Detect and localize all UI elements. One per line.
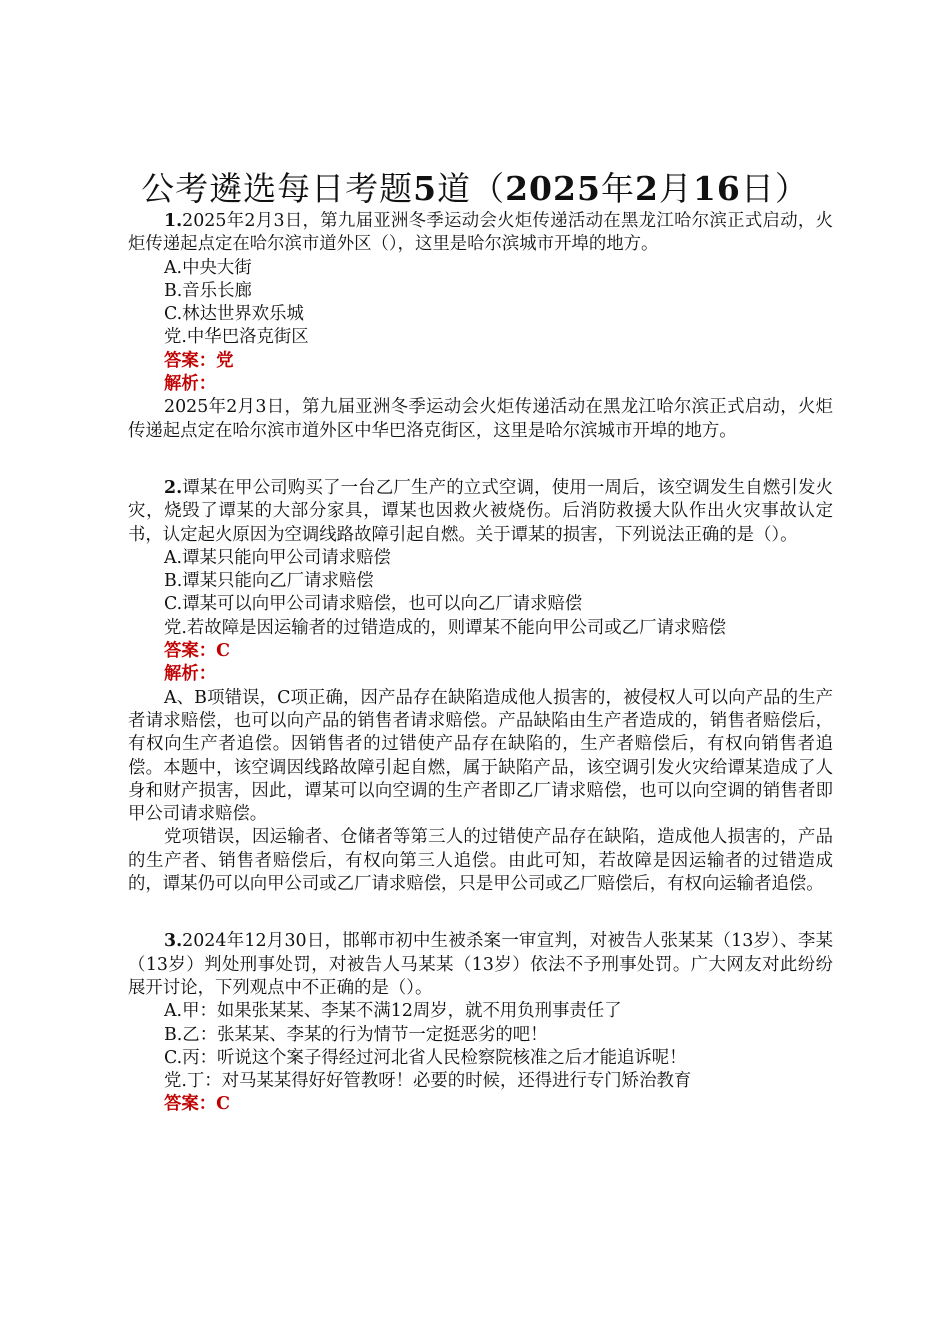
question-text: 谭某在甲公司购买了一台乙厂生产的立式空调，使用一周后，该空调发生自燃引发火灾，烧毁了谭某的大部分家具，谭某也因救火被烧伤。后消防救援大队作出火灾事故认定书，认定起火原因为空调线路故障引起自燃。关于谭某的损害，下列说法正确的是（）。	[128, 477, 833, 545]
option-c: C.丙：听说这个案子得经过河北省人民检察院核准之后才能追诉呢！	[164, 1047, 687, 1068]
option-a: A.谭某只能向甲公司请求赔偿	[164, 547, 391, 568]
analysis-paragraph: 2025年2月3日，第九届亚洲冬季运动会火炬传递活动在黑龙江哈尔滨正式启动，火炬传递起点定在哈尔滨市道外区中华巴洛克街区，这里是哈尔滨城市开埠的地方。	[128, 397, 833, 441]
title-part5: 日）	[740, 169, 809, 208]
option-c: C.林达世界欢乐城	[164, 304, 304, 325]
option-d: 党.中华巴洛克街区	[164, 327, 309, 348]
question-number: 1.	[164, 211, 183, 231]
question-number: 3.	[164, 931, 183, 952]
title-year: 2025	[505, 169, 601, 208]
title-part4: 月	[658, 169, 693, 208]
analysis-label: 解析：	[164, 664, 217, 685]
question-stem	[128, 477, 833, 547]
title-count: 5	[413, 169, 438, 208]
answer-label: 答案：C	[164, 1094, 231, 1115]
option-a: A.甲：如果张某某、李某不满12周岁，就不用负刑事责任了	[164, 1001, 622, 1022]
title-day: 16	[692, 169, 741, 208]
question-3	[128, 930, 833, 1116]
option-a: A.中央大街	[164, 257, 252, 278]
analysis-label: 解析：	[164, 374, 217, 395]
analysis-paragraph: 党项错误，因运输者、仓储者等第三人的过错使产品存在缺陷，造成他人损害的，产品的生产者、销售者赔偿后，有权向第三人追偿。由此可知，若故障是因运输者的过错造成的，谭某仍可以向甲公司或乙厂请求赔偿，只是甲公司或乙厂赔偿后，有权向运输者追偿。	[128, 827, 833, 895]
option-c: C.谭某可以向甲公司请求赔偿，也可以向乙厂请求赔偿	[164, 594, 583, 615]
option-b: B.乙：张某某、李某的行为情节一定挺恶劣的吧！	[164, 1024, 548, 1045]
question-1	[128, 210, 833, 443]
option-b: B.谭某只能向乙厂请求赔偿	[164, 571, 374, 592]
question-stem	[128, 930, 833, 1000]
answer-label: 答案：C	[164, 641, 231, 662]
analysis-paragraph: A、B项错误，C项正确，因产品存在缺陷造成他人损害的，被侵权人可以向产品的生产者请求赔偿，也可以向产品的销售者请求赔偿。产品缺陷由生产者造成的，销售者赔偿后，有权向生产者追偿。因销售者的过错使产品存在缺陷的，生产者赔偿后，有权向销售者追偿。本题中，该空调因线路故障引起自燃，属于缺陷产品，该空调引发火灾给谭某造成了人身和财产损害，因此，谭某可以向空调的生产者即乙厂请求赔偿，也可以向空调的销售者即甲公司请求赔偿。	[128, 687, 833, 825]
page-title	[0, 168, 950, 210]
question-text: 2025年2月3日，第九届亚洲冬季运动会火炬传递活动在黑龙江哈尔滨正式启动，火炬传递起点定在哈尔滨市道外区（），这里是哈尔滨城市开埠的地方。	[128, 211, 833, 255]
answer-label: 答案：党	[164, 350, 234, 371]
question-list	[128, 210, 833, 1117]
title-part1: 公考遴选每日考题	[141, 169, 414, 208]
question-number: 2.	[164, 477, 183, 498]
question-spacer	[128, 896, 833, 930]
question-text: 2024年12月30日，邯郸市初中生被杀案一审宣判，对被告人张某某（13岁）、李某（13岁）判处刑事处罚，对被告人马某某（13岁）依法不予刑事处罚。广大网友对此纷纷展开讨论，下列观点中不正确的是（）。	[128, 931, 833, 998]
question-2	[128, 477, 833, 896]
option-d: 党.丁：对马某某得好好管教呀！必要的时候，还得进行专门矫治教育	[164, 1071, 692, 1092]
question-spacer	[128, 443, 833, 477]
option-d: 党.若故障是因运输者的过错造成的，则谭某不能向甲公司或乙厂请求赔偿	[164, 617, 727, 638]
title-part3: 年	[600, 169, 635, 208]
question-stem	[128, 210, 833, 257]
title-month: 2	[634, 169, 659, 208]
option-b: B.音乐长廊	[164, 280, 252, 301]
title-part2: 道（	[437, 169, 506, 208]
